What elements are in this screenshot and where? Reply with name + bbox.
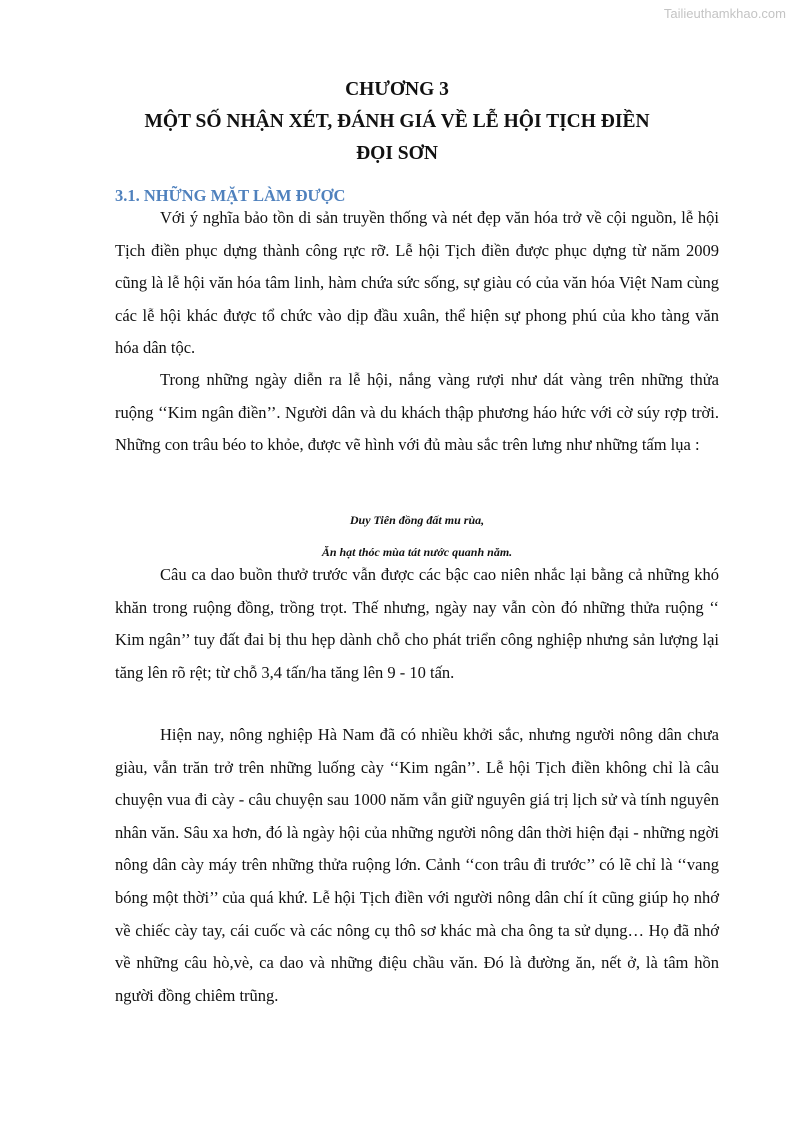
paragraph: Với ý nghĩa bảo tồn di sản truyền thống và nét đẹp văn hóa trở về cội nguồn, lễ hội Tịch điền phục dựng thành công rực rỡ. Lễ hội Tịch điền được phục dựng từ năm 2009 cũng là lễ hội văn hóa tâm linh, hàm chứa sức sống, sự giàu có của văn hóa Việt Nam cùng các lễ hội khác được tổ chức vào dịp đầu xuân, thể hiện sự phong phú của kho tàng văn hóa dân tộc. xyxy=(115,208,719,358)
chapter-number: CHƯƠNG 3 xyxy=(345,79,449,100)
chapter-title: MỘT SỐ NHẬN XÉT, ĐÁNH GIÁ VỀ LỄ HỘI TỊCH ĐIỀN xyxy=(144,111,650,132)
poem-line: Ăn hạt thóc mùa tát nước quanh năm. xyxy=(321,545,513,559)
section-heading: 3.1. NHỮNG MẶT LÀM ĐƯỢC xyxy=(115,186,346,205)
watermark-text: Tailieuthamkhao.com xyxy=(663,6,786,21)
paragraph: Trong những ngày diễn ra lễ hội, nắng vàng rượi như dát vàng trên những thửa ruộng ‘‘Kim ngân điền’’. Người dân và du khách thập phương háo hức với cờ súy rợp trời. Những con trâu béo to khỏe, được vẽ hình với đủ màu sắc trên lưng như những tấm lụa : xyxy=(115,370,719,455)
poem-line: Duy Tiên đồng đất mu rùa, xyxy=(349,513,485,527)
paragraph: Hiện nay, nông nghiệp Hà Nam đã có nhiều khởi sắc, nhưng người nông dân chưa giàu, vẫn trăn trở trên những luống cày ‘‘Kim ngân’’. Lễ hội Tịch điền không chỉ là câu chuyện vua đi cày - câu chuyện sau 1000 năm vẫn giữ nguyên giá trị lịch sử và tính nguyên nhân văn. Sâu xa hơn, đó là ngày hội của những người nông dân thời hiện đại - những ngời nông dân cày máy trên những thửa ruộng lớn. Cảnh ‘‘con trâu đi trước’’ có lẽ chỉ là ‘‘vang bóng một thời’’ của quá khứ. Lễ hội Tịch điền với người nông dân chí ít cũng giúp họ nhớ về chiếc cày tay, cái cuốc và các nông cụ thô sơ khác mà cha ông ta sử dụng… Họ đã nhớ về những câu hò,vè, ca dao và những điệu chầu văn. Đó là đường ăn, nết ở, là tâm hồn người đồng chiêm trũng. xyxy=(115,725,719,1005)
chapter-title-continued: ĐỌI SƠN xyxy=(356,143,438,164)
paragraph: Câu ca dao buồn thưở trước vẫn được các bậc cao niên nhắc lại bằng cả những khó khăn trong ruộng đồng, trồng trọt. Thế nhưng, ngày nay vẫn còn đó những thửa ruộng ‘‘ Kim ngân’’ tuy đất đai bị thu hẹp dành chỗ cho phát triển công nghiệp nhưng sản lượng lại tăng lên rõ rệt; từ chỗ 3,4 tấn/ha tăng lên 9 - 10 tấn. xyxy=(115,565,719,682)
